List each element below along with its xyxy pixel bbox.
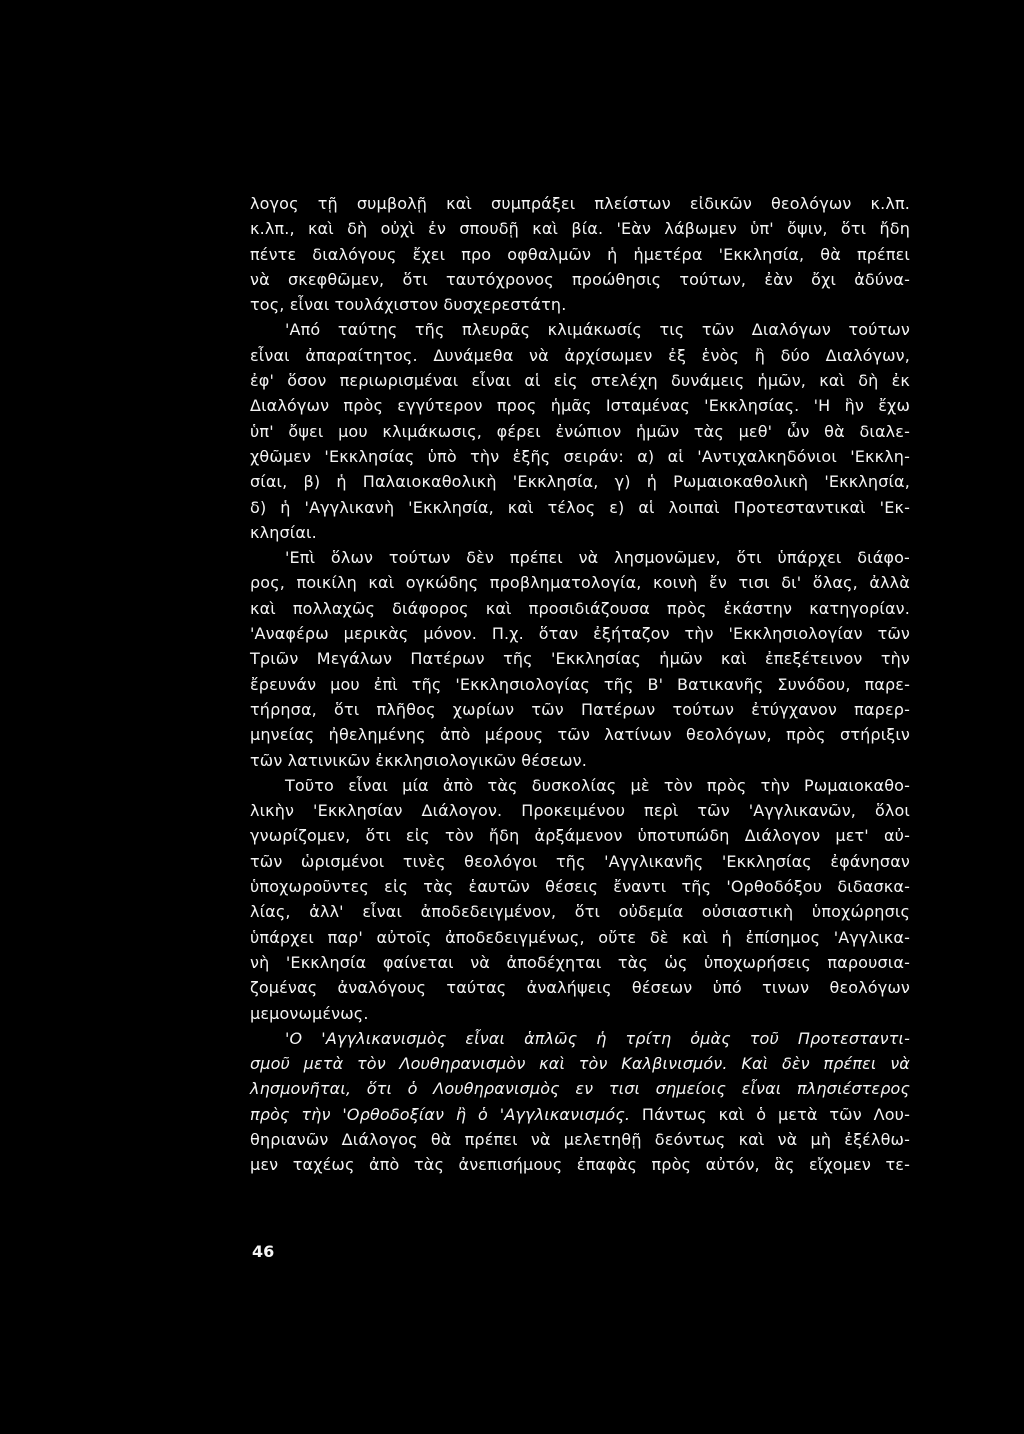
text-line: θηριανῶν Διάλογος θὰ πρέπει νὰ μελετηθῇ δεόντως καὶ νὰ μὴ ἐξέλθω- xyxy=(250,1129,910,1149)
text-line: ὑπ' ὄψει μου κλιμάκωσις, φέρει ἐνώπιον ἡμῶν τὰς μεθ' ὧν θὰ διαλε- xyxy=(250,421,910,441)
text-line: τῶν ὡρισμένοι τινὲς θεολόγοι τῆς 'Αγγλικανῆς 'Εκκλησίας ἐφάνησαν xyxy=(250,851,910,871)
body-text xyxy=(250,191,910,1178)
page-number: 46 xyxy=(252,1242,275,1261)
text-line: δ) ἡ 'Αγγλικανὴ 'Εκκλησία, καὶ τέλος ε) αἱ λοιπαὶ Προτεσταντικαὶ 'Εκ- xyxy=(250,497,910,517)
text-line: ὑποχωροῦντες εἰς τὰς ἑαυτῶν θέσεις ἔναντι τῆς 'Ορθοδόξου διδασκα- xyxy=(250,877,910,897)
text-line: χθῶμεν 'Εκκλησίας ὑπὸ τὴν ἑξῆς σειράν: α) αἱ 'Αντιχαλκηδόνιοι 'Εκκλη- xyxy=(250,446,910,466)
text-line: μεν ταχέως ἀπὸ τὰς ἀνεπισήμους ἐπαφὰς πρὸς αὐτόν, ἃς εἴχομεν τε- xyxy=(250,1155,910,1175)
text-line: ἐφ' ὅσον περιωρισμέναι εἶναι αἱ εἰς στελέχη δυνάμεις ἡμῶν, καὶ δὴ ἐκ xyxy=(250,371,910,391)
text-line: ἔρευνάν μου ἐπὶ τῆς 'Εκκλησιολογίας τῆς Β' Βατικανῆς Συνόδου, παρε- xyxy=(250,674,910,694)
text-line: νὰ σκεφθῶμεν, ὅτι ταυτόχρονος προώθησις τούτων, ἐὰν ὄχι ἀδύνα- xyxy=(250,269,910,289)
text-line: κ.λπ., καὶ δὴ οὐχὶ ἐν σπουδῇ καὶ βία. 'Εὰν λάβωμεν ὑπ' ὄψιν, ὅτι ἤδη xyxy=(250,219,910,239)
italic-text: πρὸς τὴν 'Ορθοδοξίαν ἢ ὁ 'Αγγλικανισμός. xyxy=(250,1104,631,1124)
text-line: κλησίαι. xyxy=(250,522,317,542)
text-line: γνωρίζομεν, ὅτι εἰς τὸν ἤδη ἀρξάμενον ὑποτυπώδη Διάλογον μετ' αὐ- xyxy=(250,826,910,846)
italic-line xyxy=(250,1026,910,1051)
text-line: τῶν λατινικῶν ἐκκλησιολογικῶν θέσεων. xyxy=(250,750,587,770)
text-line: σίαι, β) ἡ Παλαιοκαθολικὴ 'Εκκλησία, γ) ἡ Ρωμαιοκαθολικὴ 'Εκκλησία, xyxy=(250,472,910,492)
text-line: λογος τῇ συμβολῇ καὶ συμπράξει πλείστων εἰδικῶν θεολόγων κ.λπ. xyxy=(250,194,910,213)
italic-text: σμοῦ μετὰ τὸν Λουθηρανισμὸν καὶ τὸν Καλβινισμόν. Καὶ δὲν πρέπει νὰ xyxy=(250,1054,910,1074)
text-line: τήρησα, ὅτι πλῆθος χωρίων τῶν Πατέρων τούτων ἐτύγχανον παρερ- xyxy=(250,699,910,719)
text-line: 'Επὶ ὅλων τούτων δὲν πρέπει νὰ λησμονῶμεν, ὅτι ὑπάρχει διάφο- xyxy=(285,548,910,568)
text-line: ὑπάρχει παρ' αὐτοῖς ἀποδεδειγμένως, οὔτε δὲ καὶ ἡ ἐπίσημος 'Αγγλικα- xyxy=(250,927,910,947)
italic-line xyxy=(250,1076,910,1101)
text-line: νὴ 'Εκκλησία φαίνεται νὰ ἀποδέχηται τὰς ὡς ὑποχωρήσεις παρουσια- xyxy=(250,952,910,972)
italic-text: λησμονῆται, ὅτι ὁ Λουθηρανισμὸς εν τισι σημείοις εἶναι πλησιέστερος xyxy=(250,1079,910,1099)
text-line: καὶ πολλαχῶς διάφορος καὶ προσιδιάζουσα πρὸς ἑκάστην κατηγορίαν. xyxy=(250,598,910,618)
text-line: 'Από ταύτης τῆς πλευρᾶς κλιμάκωσίς τις τῶν Διαλόγων τούτων xyxy=(285,320,910,340)
text-line: λίας, ἀλλ' εἶναι ἀποδεδειγμένον, ὅτι οὐδεμία οὐσιαστικὴ ὑποχώρησις xyxy=(250,902,910,922)
text-line: λικὴν 'Εκκλησίαν Διάλογον. Προκειμένου περὶ τῶν 'Αγγλικανῶν, ὅλοι xyxy=(250,801,910,821)
regular-text: Πάντως καὶ ὁ μετὰ τῶν Λου- xyxy=(630,1104,910,1124)
text-line: ζομένας ἀναλόγους ταύτας ἀναλήψεις θέσεων ὑπό τινων θεολόγων xyxy=(250,978,910,998)
text-line: Τοῦτο εἶναι μία ἀπὸ τὰς δυσκολίας μὲ τὸν πρὸς τὴν Ρωμαιοκαθο- xyxy=(285,775,910,795)
text-line: Τριῶν Μεγάλων Πατέρων τῆς 'Εκκλησίας ἡμῶν καὶ ἐπεξέτεινον τὴν xyxy=(250,649,910,669)
text-line: ρος, ποικίλη καὶ ογκώδης προβληματολογία, κοινὴ ἔν τισι δι' ὅλας, ἀλλὰ xyxy=(250,573,910,593)
text-line: Διαλόγων πρὸς εγγύτερον προς ἡμᾶς Ισταμένας 'Εκκλησίας. 'Η ἣν ἔχω xyxy=(250,396,910,416)
text-line: μεμονωμένως. xyxy=(250,1003,369,1023)
text-line: εἶναι ἀπαραίτητος. Δυνάμεθα νὰ ἀρχίσωμεν ἐξ ἑνὸς ἢ δύο Διαλόγων, xyxy=(250,345,910,365)
text-line: πέντε διαλόγους ἔχει προ οφθαλμῶν ἡ ἡμετέρα 'Εκκλησία, θὰ πρέπει xyxy=(250,244,910,264)
italic-line xyxy=(250,1051,910,1076)
italic-text: 'Ο 'Αγγλικανισμὸς εἶναι ἁπλῶς ἡ τρίτη ὁμὰς τοῦ Προτεσταντι- xyxy=(285,1028,910,1048)
text-line xyxy=(250,1102,910,1127)
text-line: μηνείας ἠθελημένης ἀπὸ μέρους τῶν λατίνων θεολόγων, πρὸς στήριξιν xyxy=(250,725,910,745)
text-line: τος, εἶναι τουλάχιστον δυσχερεστάτη. xyxy=(250,295,567,315)
text-line: 'Αναφέρω μερικὰς μόνον. Π.χ. ὅταν ἐξήταζον τὴν 'Εκκλησιολογίαν τῶν xyxy=(250,624,910,644)
